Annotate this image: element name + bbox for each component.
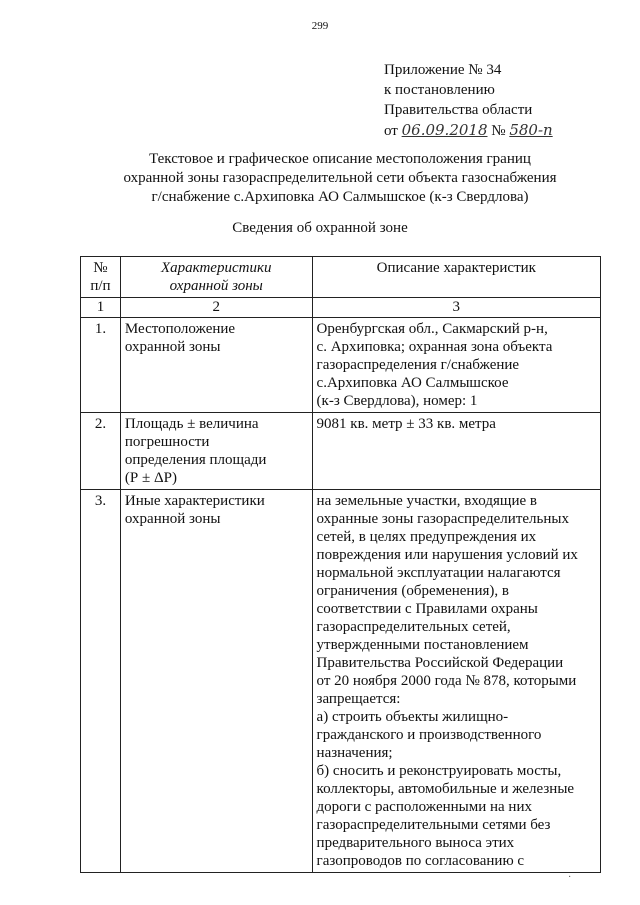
date-prefix: от: [384, 123, 398, 139]
column-number: 3: [312, 298, 600, 318]
section-title: Сведения об охранной зоне: [232, 220, 408, 236]
appendix-date-line: [384, 120, 553, 141]
table-row: [81, 490, 601, 873]
number-prefix: №: [491, 123, 506, 139]
row-characteristic: Площадь ± величина погрешности определения площади (Р ± ΔР): [120, 413, 312, 490]
header-number: № п/п: [81, 257, 121, 298]
header-description: Описание характеристик: [312, 257, 600, 298]
appendix-block: [384, 60, 553, 141]
scan-mark: ·: [568, 872, 572, 883]
handwritten-number: 580-п: [509, 121, 553, 139]
column-numbers-row: [81, 298, 601, 318]
row-characteristic: Иные характеристики охранной зоны: [120, 490, 312, 873]
page-number: 299: [311, 20, 329, 32]
row-description: на земельные участки, входящие в охранные зоны газораспределительных сетей, в целях предупреждения их повреждения или нарушения условий их нормальной эксплуатации налагаются ограничения (обременения), в соответствии с Правилами охраны газораспределительных сетей, утвержденными постановлением Правительства Российской Федерации от 20 ноября 2000 года № 878, которыми запрещается: а) строить объекты жилищно- гражданского и производственного назначения; б) сносить и реконструировать мосты, коллекторы, автомобильные и железные дороги с расположенными на них газораспределительными сетями без предварительного выноса этих газопроводов по согласованию с: [312, 490, 600, 873]
zone-table: [80, 256, 601, 873]
table-header-row: [81, 257, 601, 298]
row-number: 2.: [81, 413, 121, 490]
appendix-line-3: Правительства области: [384, 102, 533, 118]
handwritten-date: 06.09.2018: [401, 121, 488, 139]
row-description: Оренбургская обл., Сакмарский р-н, с. Архиповка; охранная зона объекта газораспределения г/снабжение с.Архиповка АО Салмышское (к-з Свердлова), номер: 1: [312, 318, 600, 413]
table-row: [81, 413, 601, 490]
appendix-line-1: Приложение № 34: [384, 62, 502, 78]
row-number: 3.: [81, 490, 121, 873]
row-characteristic: Местоположение охранной зоны: [120, 318, 312, 413]
appendix-line-2: к постановлению: [384, 82, 495, 98]
column-number: 2: [120, 298, 312, 318]
document-title: Текстовое и графическое описание местоположения границ охранной зоны газораспределительной сети объекта газоснабжения г/снабжение с.Архиповка АО Салмышское (к-з Свердлова): [123, 151, 557, 205]
row-description: 9081 кв. метр ± 33 кв. метра: [312, 413, 600, 490]
header-characteristics: Характеристики охранной зоны: [120, 257, 312, 298]
table-row: [81, 318, 601, 413]
row-number: 1.: [81, 318, 121, 413]
column-number: 1: [81, 298, 121, 318]
